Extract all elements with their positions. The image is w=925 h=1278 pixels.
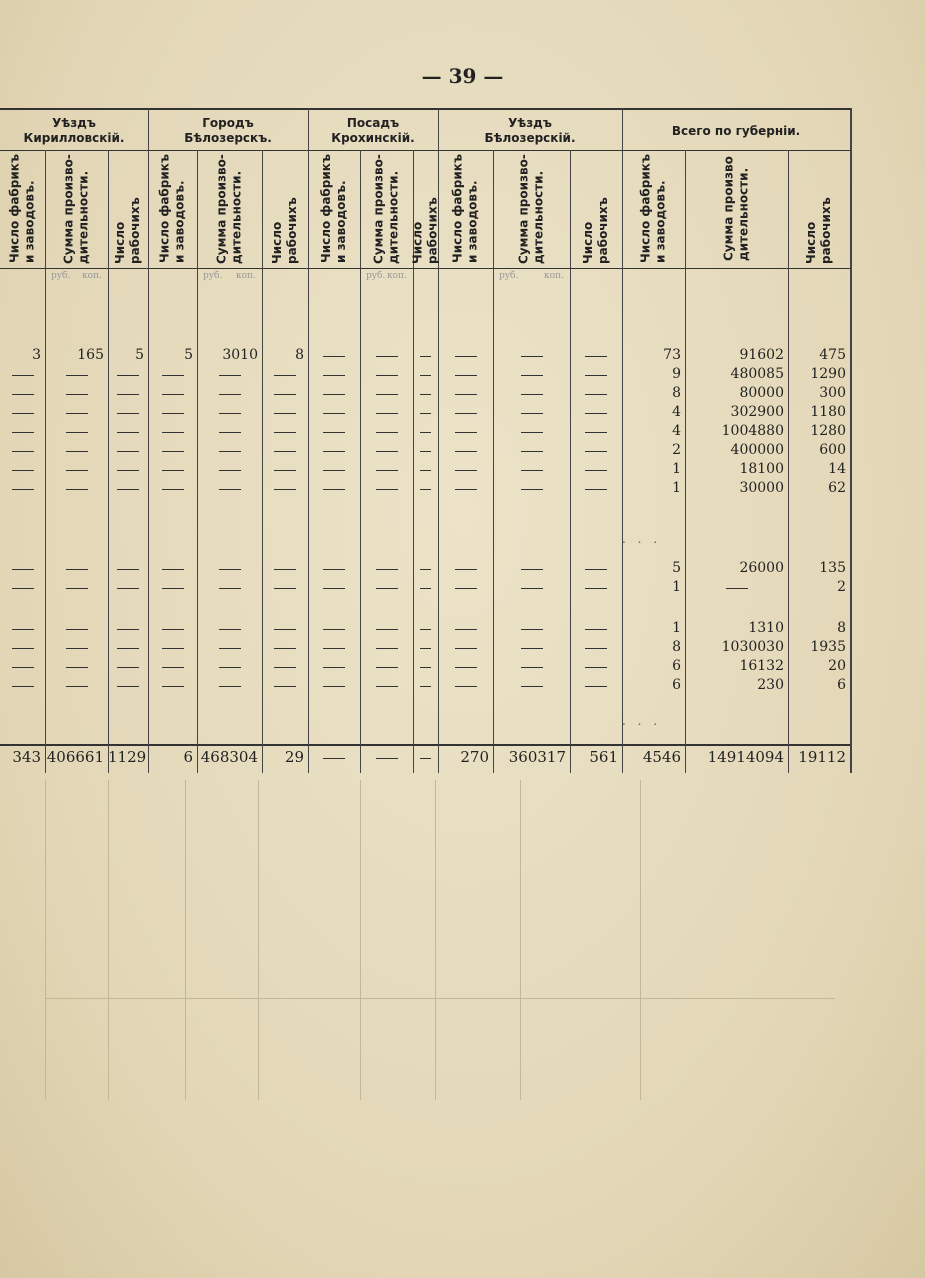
dash-cell xyxy=(117,451,139,452)
dash-cell xyxy=(420,588,431,589)
column-header-kr-p: Сумма произво- дительности. xyxy=(371,154,401,264)
dash-cell xyxy=(117,375,139,376)
dash-cell xyxy=(521,569,543,570)
dash-cell xyxy=(12,432,34,433)
dash-cell xyxy=(585,470,607,471)
table-cell-bt-w: 8 xyxy=(295,347,304,363)
totals-cell-t-p: 14914094 xyxy=(707,748,784,766)
dash-cell xyxy=(376,489,398,490)
group-belozersk-uezd: Уѣздъ Бѣлозерскій. xyxy=(484,116,576,145)
dash-cell xyxy=(323,588,345,589)
dash-cell xyxy=(585,356,607,357)
dash-cell xyxy=(274,413,296,414)
dash-cell xyxy=(585,667,607,668)
dash-cell xyxy=(521,451,543,452)
table-cell-t-w: 1180 xyxy=(810,404,846,420)
unit-rub-label: руб. xyxy=(203,271,223,281)
totals-top-border xyxy=(0,744,850,746)
dash-cell xyxy=(585,394,607,395)
dash-cell xyxy=(219,569,241,570)
dash-cell xyxy=(521,667,543,668)
dash-cell xyxy=(219,394,241,395)
dash-cell xyxy=(585,451,607,452)
table-cell-t-f: 73 xyxy=(663,347,681,363)
table-cell-t-p: 18100 xyxy=(739,461,784,477)
dash-cell xyxy=(117,413,139,414)
column-divider xyxy=(108,150,109,773)
table-cell-t-f: 1 xyxy=(672,620,681,636)
dash-cell xyxy=(219,648,241,649)
unit-kop-label: коп. xyxy=(82,271,102,281)
table-cell-t-w: 1935 xyxy=(810,639,846,655)
dash-cell xyxy=(117,489,139,490)
dash-cell xyxy=(117,686,139,687)
group-total-gubernia: Всего по губерніи. xyxy=(671,124,801,138)
dash-cell xyxy=(162,451,184,452)
dash-cell xyxy=(66,629,88,630)
dash-cell xyxy=(162,489,184,490)
dash-cell xyxy=(12,394,34,395)
dash-cell xyxy=(12,413,34,414)
dash-cell xyxy=(420,413,431,414)
dash-cell xyxy=(162,569,184,570)
dash-cell xyxy=(117,629,139,630)
table-cell-t-w: 14 xyxy=(828,461,846,477)
totals-cell-bt-f: 6 xyxy=(183,748,193,766)
dash-cell xyxy=(455,356,477,357)
dash-cell xyxy=(323,413,345,414)
dash-cell xyxy=(12,667,34,668)
column-header-t-f: Число фабрикъ и заводовъ. xyxy=(638,154,668,264)
unit-rub-label: руб. xyxy=(51,271,71,281)
dash-cell xyxy=(274,375,296,376)
dash-cell xyxy=(66,667,88,668)
dash-cell xyxy=(521,470,543,471)
dash-cell xyxy=(219,413,241,414)
dash-cell xyxy=(274,451,296,452)
dash-cell xyxy=(455,413,477,414)
dash-cell xyxy=(455,451,477,452)
dash-cell xyxy=(521,356,543,357)
dash-cell xyxy=(219,686,241,687)
dash-cell xyxy=(455,569,477,570)
dash-cell xyxy=(521,629,543,630)
dash-cell xyxy=(376,667,398,668)
dash-cell xyxy=(12,588,34,589)
table-cell-t-w: 8 xyxy=(837,620,846,636)
column-divider xyxy=(308,108,309,773)
dash-cell xyxy=(219,375,241,376)
table-cell-t-w: 62 xyxy=(828,480,846,496)
dash-cell xyxy=(274,588,296,589)
dash-cell xyxy=(162,629,184,630)
dash-cell xyxy=(162,667,184,668)
dash-cell xyxy=(521,686,543,687)
table-cell-t-p: 91602 xyxy=(739,347,784,363)
dash-cell xyxy=(376,588,398,589)
dash-cell xyxy=(274,648,296,649)
table-cell-t-p: 30000 xyxy=(739,480,784,496)
dash-cell xyxy=(376,375,398,376)
dash-cell xyxy=(66,470,88,471)
column-divider xyxy=(197,150,198,773)
column-header-k-f: Число фабрикъ и заводовъ. xyxy=(7,154,37,264)
column-divider xyxy=(148,108,149,773)
table-cell-t-w: 6 xyxy=(837,677,846,693)
dash-cell xyxy=(420,394,431,395)
dash-cell xyxy=(376,432,398,433)
table-cell-t-f: 2 xyxy=(672,442,681,458)
group-krokhino-posad: Посадъ Крохинскій. xyxy=(331,116,415,145)
dash-cell xyxy=(455,629,477,630)
column-header-bu-f: Число фабрикъ и заводовъ. xyxy=(450,154,480,264)
dash-cell xyxy=(66,375,88,376)
dash-cell xyxy=(323,489,345,490)
dash-cell xyxy=(376,686,398,687)
totals-cell-bu-p: 360317 xyxy=(508,748,566,766)
table-cell-bt-f: 5 xyxy=(184,347,193,363)
dash-cell xyxy=(66,686,88,687)
dash-cell xyxy=(521,588,543,589)
dash-cell xyxy=(219,489,241,490)
dash-cell xyxy=(420,375,431,376)
table-cell-t-f: 5 xyxy=(672,560,681,576)
dash-cell xyxy=(585,569,607,570)
dash-cell xyxy=(274,667,296,668)
table-cell-t-w: 135 xyxy=(819,560,846,576)
dash-cell xyxy=(323,432,345,433)
dash-cell xyxy=(376,356,398,357)
table-cell-t-p: 1310 xyxy=(748,620,784,636)
dash-cell xyxy=(219,451,241,452)
dash-cell xyxy=(521,489,543,490)
dash-cell xyxy=(376,470,398,471)
dash-cell xyxy=(585,432,607,433)
dash-cell xyxy=(585,686,607,687)
dash-cell xyxy=(521,432,543,433)
dash-cell xyxy=(420,667,431,668)
totals-cell-bu-f: 270 xyxy=(460,748,489,766)
table-cell-t-p: 26000 xyxy=(739,560,784,576)
dash-cell xyxy=(219,667,241,668)
dash-cell xyxy=(376,648,398,649)
dash-cell xyxy=(12,629,34,630)
dash-cell xyxy=(66,451,88,452)
dash-cell xyxy=(376,413,398,414)
table-cell-t-f: 8 xyxy=(672,385,681,401)
dash-cell xyxy=(162,588,184,589)
dash-cell xyxy=(521,648,543,649)
dash-cell xyxy=(585,588,607,589)
dash-cell xyxy=(585,629,607,630)
column-divider xyxy=(360,150,361,773)
column-header-k-p: Сумма произво- дительности. xyxy=(61,154,91,264)
column-header-t-w: Число рабочихъ xyxy=(804,197,833,264)
dash-cell xyxy=(323,648,345,649)
unit-kop-label: коп. xyxy=(544,271,564,281)
dash-cell xyxy=(585,648,607,649)
dash-cell xyxy=(162,413,184,414)
table-cell-t-f: 4 xyxy=(672,423,681,439)
dash-cell xyxy=(162,375,184,376)
table-cell-k-f: 3 xyxy=(32,347,41,363)
totals-cell-bu-w: 561 xyxy=(589,748,618,766)
table-cell-t-p: 1004880 xyxy=(721,423,784,439)
dash-cell xyxy=(117,470,139,471)
table-cell-t-f: 1 xyxy=(672,480,681,496)
table-right-border xyxy=(850,108,852,773)
statistics-table xyxy=(0,108,850,773)
table-cell-t-p: 302900 xyxy=(730,404,784,420)
dash-cell xyxy=(274,629,296,630)
dash-cell xyxy=(274,432,296,433)
dash-cell xyxy=(726,588,748,589)
table-cell-t-f: 8 xyxy=(672,639,681,655)
dash-cell xyxy=(66,588,88,589)
column-header-kr-f: Число фабрикъ и заводовъ. xyxy=(319,154,348,264)
dash-cell xyxy=(117,569,139,570)
dash-cell xyxy=(66,413,88,414)
column-header-bu-p: Сумма произво- дительности. xyxy=(516,154,546,264)
totals-cell-bt-p: 468304 xyxy=(200,748,258,766)
dash-cell xyxy=(219,432,241,433)
totals-cell-t-w: 19112 xyxy=(798,748,846,766)
totals-cell-k-f: 343 xyxy=(12,748,41,766)
dash-cell xyxy=(323,451,345,452)
totals-cell-bt-w: 29 xyxy=(284,748,304,766)
dash-cell xyxy=(455,667,477,668)
table-cell-t-w: 2 xyxy=(837,579,846,595)
column-header-k-w: Число рабочихъ xyxy=(113,197,142,264)
table-cell-t-p: 230 xyxy=(757,677,784,693)
table-cell-t-f: 4 xyxy=(672,404,681,420)
dash-cell xyxy=(455,375,477,376)
dash-cell xyxy=(420,569,431,570)
dash-cell xyxy=(420,432,431,433)
column-divider xyxy=(493,150,494,773)
dash-cell xyxy=(323,569,345,570)
group-header-separator xyxy=(0,150,850,151)
dash-cell xyxy=(420,629,431,630)
table-cell-t-f: 9 xyxy=(672,366,681,382)
table-top-border xyxy=(0,108,850,110)
dash-cell xyxy=(323,356,345,357)
totals-dash-cell xyxy=(323,758,345,759)
unit-rub-label: руб. xyxy=(499,271,519,281)
group-kirillov-uezd: Уѣздъ Кирилловскій. xyxy=(23,116,125,145)
page-number: — 39 — xyxy=(421,64,504,88)
totals-cell-k-p: 406661 xyxy=(46,748,104,766)
dash-cell xyxy=(162,432,184,433)
dash-cell xyxy=(12,686,34,687)
dash-cell xyxy=(219,588,241,589)
table-cell-t-w: 600 xyxy=(819,442,846,458)
dash-cell xyxy=(521,375,543,376)
dash-cell xyxy=(66,648,88,649)
dash-cell xyxy=(323,375,345,376)
dash-cell xyxy=(274,394,296,395)
dash-cell xyxy=(420,648,431,649)
dash-cell xyxy=(117,648,139,649)
dash-cell xyxy=(117,432,139,433)
column-divider xyxy=(262,150,263,773)
column-header-t-p: Сумма произво дительности. xyxy=(721,156,751,262)
dash-cell xyxy=(12,569,34,570)
totals-dash-cell xyxy=(376,758,398,759)
unit-kop-label: коп. xyxy=(236,271,256,281)
table-cell-t-f: . . . xyxy=(622,532,662,546)
dash-cell xyxy=(585,489,607,490)
table-cell-t-w: 300 xyxy=(819,385,846,401)
dash-cell xyxy=(12,489,34,490)
table-cell-t-f: 1 xyxy=(672,579,681,595)
dash-cell xyxy=(420,451,431,452)
table-cell-t-p: 480085 xyxy=(730,366,784,382)
dash-cell xyxy=(455,470,477,471)
table-cell-k-p: 165 xyxy=(77,347,104,363)
group-belozersk-town: Городъ Бѣлозерскъ. xyxy=(184,116,272,145)
dash-cell xyxy=(521,394,543,395)
table-cell-t-p: 400000 xyxy=(730,442,784,458)
table-cell-k-w: 5 xyxy=(135,347,144,363)
dash-cell xyxy=(66,394,88,395)
dash-cell xyxy=(274,470,296,471)
dash-cell xyxy=(12,470,34,471)
unit-rub-label: руб. xyxy=(366,271,386,281)
dash-cell xyxy=(274,489,296,490)
dash-cell xyxy=(420,489,431,490)
dash-cell xyxy=(376,394,398,395)
dash-cell xyxy=(420,356,431,357)
dash-cell xyxy=(455,489,477,490)
dash-cell xyxy=(66,569,88,570)
column-divider xyxy=(45,150,46,773)
dash-cell xyxy=(455,686,477,687)
table-cell-t-f: . . . xyxy=(622,714,662,728)
dash-cell xyxy=(274,686,296,687)
dash-cell xyxy=(521,413,543,414)
dash-cell xyxy=(323,470,345,471)
dash-cell xyxy=(323,394,345,395)
column-header-bu-w: Число рабочихъ xyxy=(581,197,610,264)
table-cell-t-p: 1030030 xyxy=(721,639,784,655)
dash-cell xyxy=(117,394,139,395)
dash-cell xyxy=(323,686,345,687)
dash-cell xyxy=(66,432,88,433)
dash-cell xyxy=(117,588,139,589)
table-cell-t-f: 6 xyxy=(672,677,681,693)
column-header-kr-w: Число рабочихъ xyxy=(410,197,440,264)
column-header-bt-w: Число рабочихъ xyxy=(270,197,299,264)
dash-cell xyxy=(455,588,477,589)
table-cell-t-w: 1280 xyxy=(810,423,846,439)
dash-cell xyxy=(420,470,431,471)
table-cell-t-f: 1 xyxy=(672,461,681,477)
table-cell-t-p: 16132 xyxy=(739,658,784,674)
dash-cell xyxy=(420,686,431,687)
dash-cell xyxy=(376,629,398,630)
dash-cell xyxy=(376,451,398,452)
dash-cell xyxy=(585,413,607,414)
dash-cell xyxy=(274,569,296,570)
dash-cell xyxy=(219,629,241,630)
dash-cell xyxy=(162,394,184,395)
table-cell-bt-p: 3010 xyxy=(222,347,258,363)
table-cell-t-f: 6 xyxy=(672,658,681,674)
dash-cell xyxy=(12,375,34,376)
table-cell-t-w: 20 xyxy=(828,658,846,674)
dash-cell xyxy=(12,648,34,649)
dash-cell xyxy=(117,667,139,668)
table-cell-t-w: 1290 xyxy=(810,366,846,382)
dash-cell xyxy=(323,629,345,630)
dash-cell xyxy=(162,648,184,649)
dash-cell xyxy=(455,648,477,649)
dash-cell xyxy=(376,569,398,570)
dash-cell xyxy=(162,686,184,687)
column-header-bt-f: Число фабрикъ и заводовъ. xyxy=(157,154,187,264)
column-divider xyxy=(570,150,571,773)
table-cell-t-p: 80000 xyxy=(739,385,784,401)
dash-cell xyxy=(162,470,184,471)
dash-cell xyxy=(219,470,241,471)
dash-cell xyxy=(12,451,34,452)
totals-dash-cell xyxy=(420,758,431,759)
totals-cell-t-f: 4546 xyxy=(642,748,681,766)
table-cell-t-w: 475 xyxy=(819,347,846,363)
dash-cell xyxy=(585,375,607,376)
totals-cell-k-w: 1129 xyxy=(108,748,147,766)
dash-cell xyxy=(455,394,477,395)
dash-cell xyxy=(455,432,477,433)
dash-cell xyxy=(323,667,345,668)
header-bottom-border xyxy=(0,268,850,269)
dash-cell xyxy=(66,489,88,490)
unit-kop-label: коп. xyxy=(387,271,407,281)
column-header-bt-p: Сумма произво- дительности. xyxy=(214,154,244,264)
